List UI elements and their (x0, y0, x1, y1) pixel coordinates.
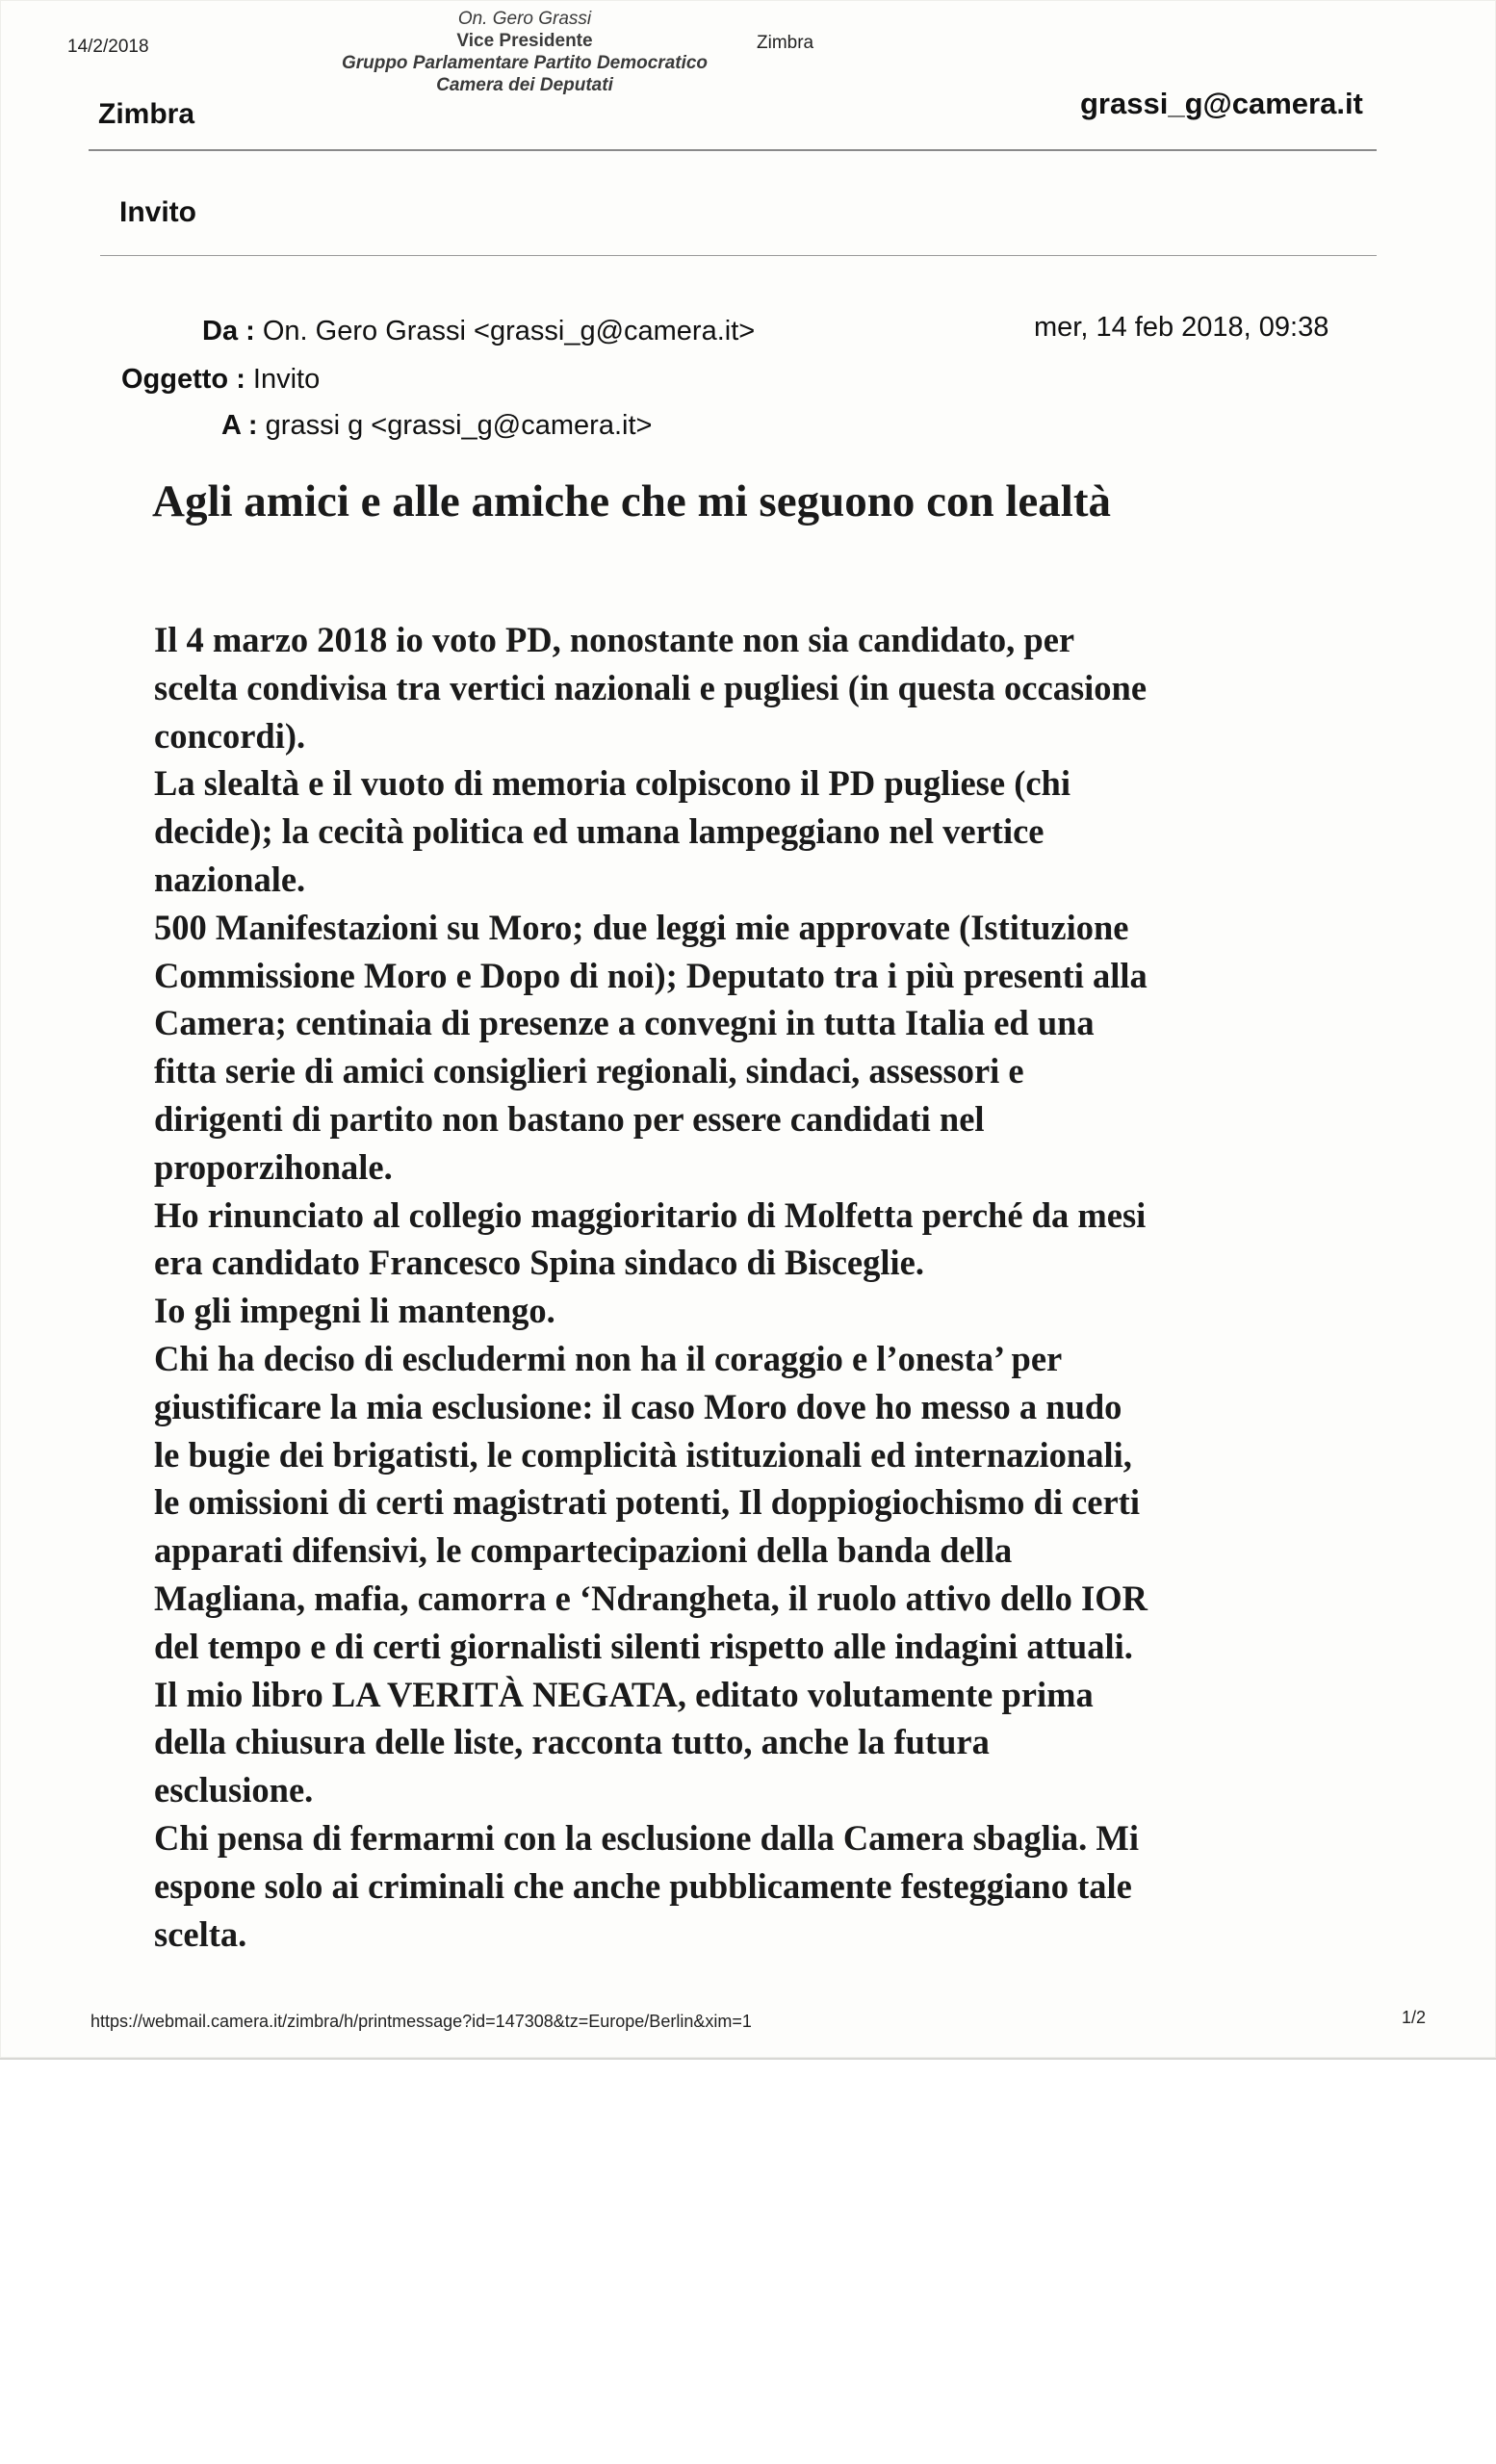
account-email: grassi_g@camera.it (1080, 87, 1363, 120)
letter-line: scelta condivisa tra vertici nazionali e pugliesi (in questa occasione (154, 667, 1148, 707)
stamp-group: Gruppo Parlamentare Partito Democratico (341, 53, 709, 73)
page-edge (0, 2058, 1496, 2060)
letter-line: Magliana, mafia, camorra e ‘Ndrangheta, il ruolo attivo dello IOR (154, 1578, 1148, 1618)
letter-body (154, 616, 1396, 1958)
letter-line: espone solo ai criminali che anche pubblicamente festeggiano tale (154, 1865, 1132, 1906)
letter-line: Ho rinunciato al collegio maggioritario di Molfetta perché da mesi (154, 1194, 1147, 1235)
letter-line: 500 Manifestazioni su Moro; due leggi mie approvate (Istituzione (154, 907, 1129, 947)
letter-line: giustificare la mia esclusione: il caso Moro dove ho messo a nudo (154, 1386, 1122, 1426)
letter-line: Il 4 marzo 2018 io voto PD, nonostante non sia candidato, per (154, 620, 1075, 659)
message-date: mer, 14 feb 2018, 09:38 (1034, 312, 1329, 343)
print-app-name: Zimbra (757, 33, 814, 53)
letter-line: Camera; centinaia di presenze a convegni in tutta Italia ed una (154, 1003, 1095, 1043)
to-value: grassi g <grassi_g@camera.it> (265, 410, 653, 441)
letter-line: scelta. (154, 1913, 247, 1954)
print-url: https://webmail.camera.it/zimbra/h/printmessage?id=147308&tz=Europe/Berlin&xim=1 (90, 2012, 752, 2031)
letter-line: era candidato Francesco Spina sindaco di Bisceglie. (154, 1243, 924, 1283)
letter-line: le bugie dei brigatisti, le complicità istituzionali ed internazionali, (154, 1434, 1132, 1475)
from-value: On. Gero Grassi <grassi_g@camera.it> (262, 316, 756, 346)
letter-line: Io gli impegni li mantengo. (154, 1291, 555, 1331)
subject-divider (100, 255, 1377, 256)
letter-line: Il mio libro LA VERITÀ NEGATA, editato volutamente prima (154, 1674, 1094, 1714)
to-row (221, 410, 652, 442)
zimbra-title: Zimbra (98, 98, 195, 130)
stamp-role: Vice Presidente (456, 31, 593, 51)
from-label: Da : (202, 316, 255, 346)
signature-stamp (318, 8, 732, 96)
letter-line: fitta serie di amici consiglieri regionali, sindaci, assessori e (154, 1051, 1024, 1091)
to-label: A : (221, 410, 258, 441)
from-row (202, 316, 755, 347)
letter-line: le omissioni di certi magistrati potenti, Il doppiogiochismo di certi (154, 1482, 1140, 1523)
subject-value: Invito (252, 364, 321, 395)
letter-line: della chiusura delle liste, racconta tutto, anche la futura (154, 1722, 990, 1762)
letter-line: del tempo e di certi giornalisti silenti rispetto alle indagini attuali. (154, 1626, 1133, 1666)
letter-line: proporzihonale. (154, 1146, 393, 1187)
letter-line: La slealtà e il vuoto di memoria colpiscono il PD pugliese (chi (154, 763, 1070, 804)
letter-greeting: Agli amici e alle amiche che mi seguono con lealtà (152, 476, 1111, 526)
print-date: 14/2/2018 (67, 37, 149, 57)
stamp-name: On. Gero Grassi (457, 9, 592, 29)
letter-line: nazionale. (154, 859, 306, 899)
subject-row (121, 364, 320, 396)
letter-line: decide); la cecità politica ed umana lampeggiano nel vertice (154, 811, 1045, 852)
letter-line: Commissione Moro e Dopo di noi); Deputato tra i più presenti alla (154, 955, 1148, 995)
letter-line: esclusione. (154, 1770, 314, 1810)
letter-line: concordi). (154, 715, 306, 756)
letter-line: apparati difensivi, le compartecipazioni della banda della (154, 1530, 1013, 1571)
subject-heading: Invito (119, 196, 196, 228)
header-divider (89, 149, 1377, 151)
letter-line: Chi pensa di fermarmi con la esclusione dalla Camera sbaglia. Mi (154, 1817, 1139, 1858)
letter-line: dirigenti di partito non bastano per essere candidati nel (154, 1098, 985, 1139)
letter-line: Chi ha deciso di escludermi non ha il coraggio e l’onesta’ per (154, 1338, 1063, 1378)
stamp-house: Camera dei Deputati (436, 75, 613, 95)
subject-label: Oggetto : (121, 364, 245, 395)
page-number: 1/2 (1402, 2008, 1427, 2027)
